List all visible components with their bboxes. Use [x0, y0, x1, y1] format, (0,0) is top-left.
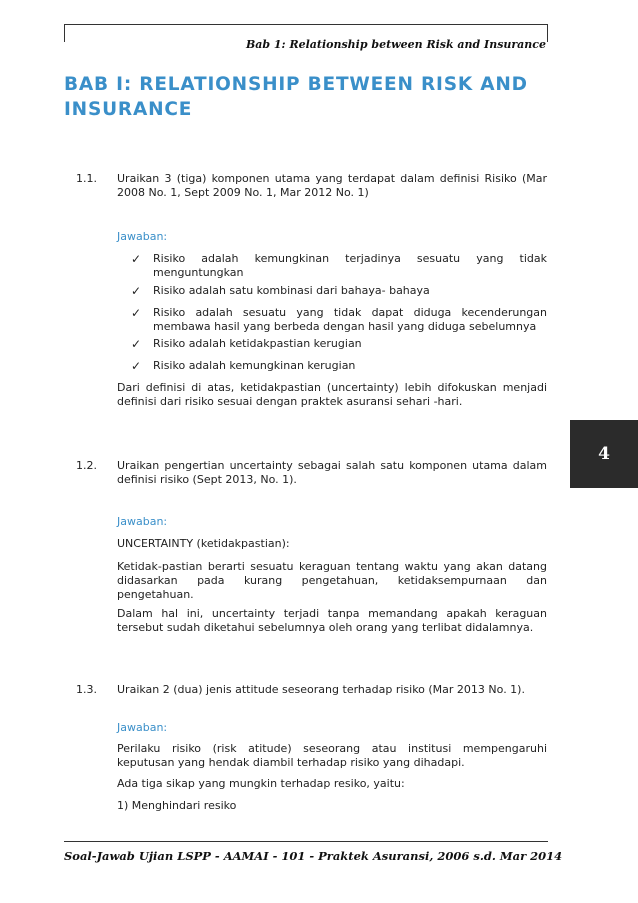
list-item — [131, 359, 547, 373]
checkmark-icon: ✓ — [131, 359, 142, 373]
list-item — [131, 306, 547, 334]
question-number: 1.1. — [76, 172, 97, 185]
question-text: Uraikan pengertian uncertainty sebagai salah satu komponen utama dalam definisi risiko (Sept 2013, No. 1). — [117, 459, 547, 486]
answer-paragraph: Ketidak-pastian berarti sesuatu keraguan tentang waktu yang akan datang didasarkan pada kurang pengetahuan, ketidaksempurnaan dan pengetahuan. — [117, 560, 547, 601]
answer-paragraph: Dalam hal ini, uncertainty terjadi tanpa memandang apakah keraguan tersebut sudah diketahui sebelumnya oleh orang yang terlibat didalamnya. — [117, 607, 547, 634]
question-text: Uraikan 3 (tiga) komponen utama yang terdapat dalam definisi Risiko (Mar 2008 No. 1, Sept 2009 No. 1, Mar 2012 No. 1) — [117, 172, 547, 199]
answer-paragraph: 1) Menghindari resiko — [117, 799, 237, 812]
footer: Soal-Jawab Ujian LSPP - AAMAI - 101 - Praktek Asuransi, 2006 s.d. Mar 2014 — [64, 849, 563, 863]
list-item-text: Risiko adalah sesuatu yang tidak dapat diduga kecenderungan membawa hasil yang berbeda dengan hasil yang diduga sebelumnya — [153, 306, 547, 333]
question-text: Uraikan 2 (dua) jenis attitude seseorang terhadap risiko (Mar 2013 No. 1). — [117, 683, 525, 696]
answer-paragraph: UNCERTAINTY (ketidakpastian): — [117, 537, 290, 550]
header-rule — [64, 24, 548, 25]
header-rule-left — [64, 24, 65, 42]
answer-label: Jawaban: — [117, 230, 168, 243]
list-item-text: Risiko adalah ketidakpastian kerugian — [153, 337, 362, 350]
answer-paragraph: Ada tiga sikap yang mungkin terhadap resiko, yaitu: — [117, 777, 405, 790]
checkmark-icon: ✓ — [131, 252, 142, 266]
list-item — [131, 337, 547, 351]
question-number: 1.3. — [76, 683, 97, 696]
checkmark-icon: ✓ — [131, 306, 142, 320]
answer-paragraph: Perilaku risiko (risk atitude) seseorang atau institusi mempengaruhi keputusan yang hendak diambil terhadap risiko yang dihadapi. — [117, 742, 547, 769]
question-number: 1.2. — [76, 459, 97, 472]
answer-label: Jawaban: — [117, 721, 168, 734]
answer-label: Jawaban: — [117, 515, 168, 528]
checkmark-icon: ✓ — [131, 337, 142, 351]
list-item-text: Risiko adalah kemungkinan terjadinya sesuatu yang tidak menguntungkan — [153, 252, 547, 279]
running-header: Bab 1: Relationship between Risk and Insurance — [245, 38, 546, 51]
list-item — [131, 284, 547, 298]
footer-rule — [64, 841, 548, 842]
checkmark-icon: ✓ — [131, 284, 142, 298]
chapter-tab: 4 — [570, 420, 638, 488]
list-item — [131, 252, 547, 280]
chapter-title: BAB I: RELATIONSHIP BETWEEN RISK AND INSURANCE — [64, 74, 528, 120]
header-rule-right — [547, 24, 548, 42]
answer-conclusion: Dari definisi di atas, ketidakpastian (uncertainty) lebih difokuskan menjadi definisi dari risiko sesuai dengan praktek asuransi sehari -hari. — [117, 381, 547, 408]
list-item-text: Risiko adalah satu kombinasi dari bahaya- bahaya — [153, 284, 430, 297]
list-item-text: Risiko adalah kemungkinan kerugian — [153, 359, 356, 372]
